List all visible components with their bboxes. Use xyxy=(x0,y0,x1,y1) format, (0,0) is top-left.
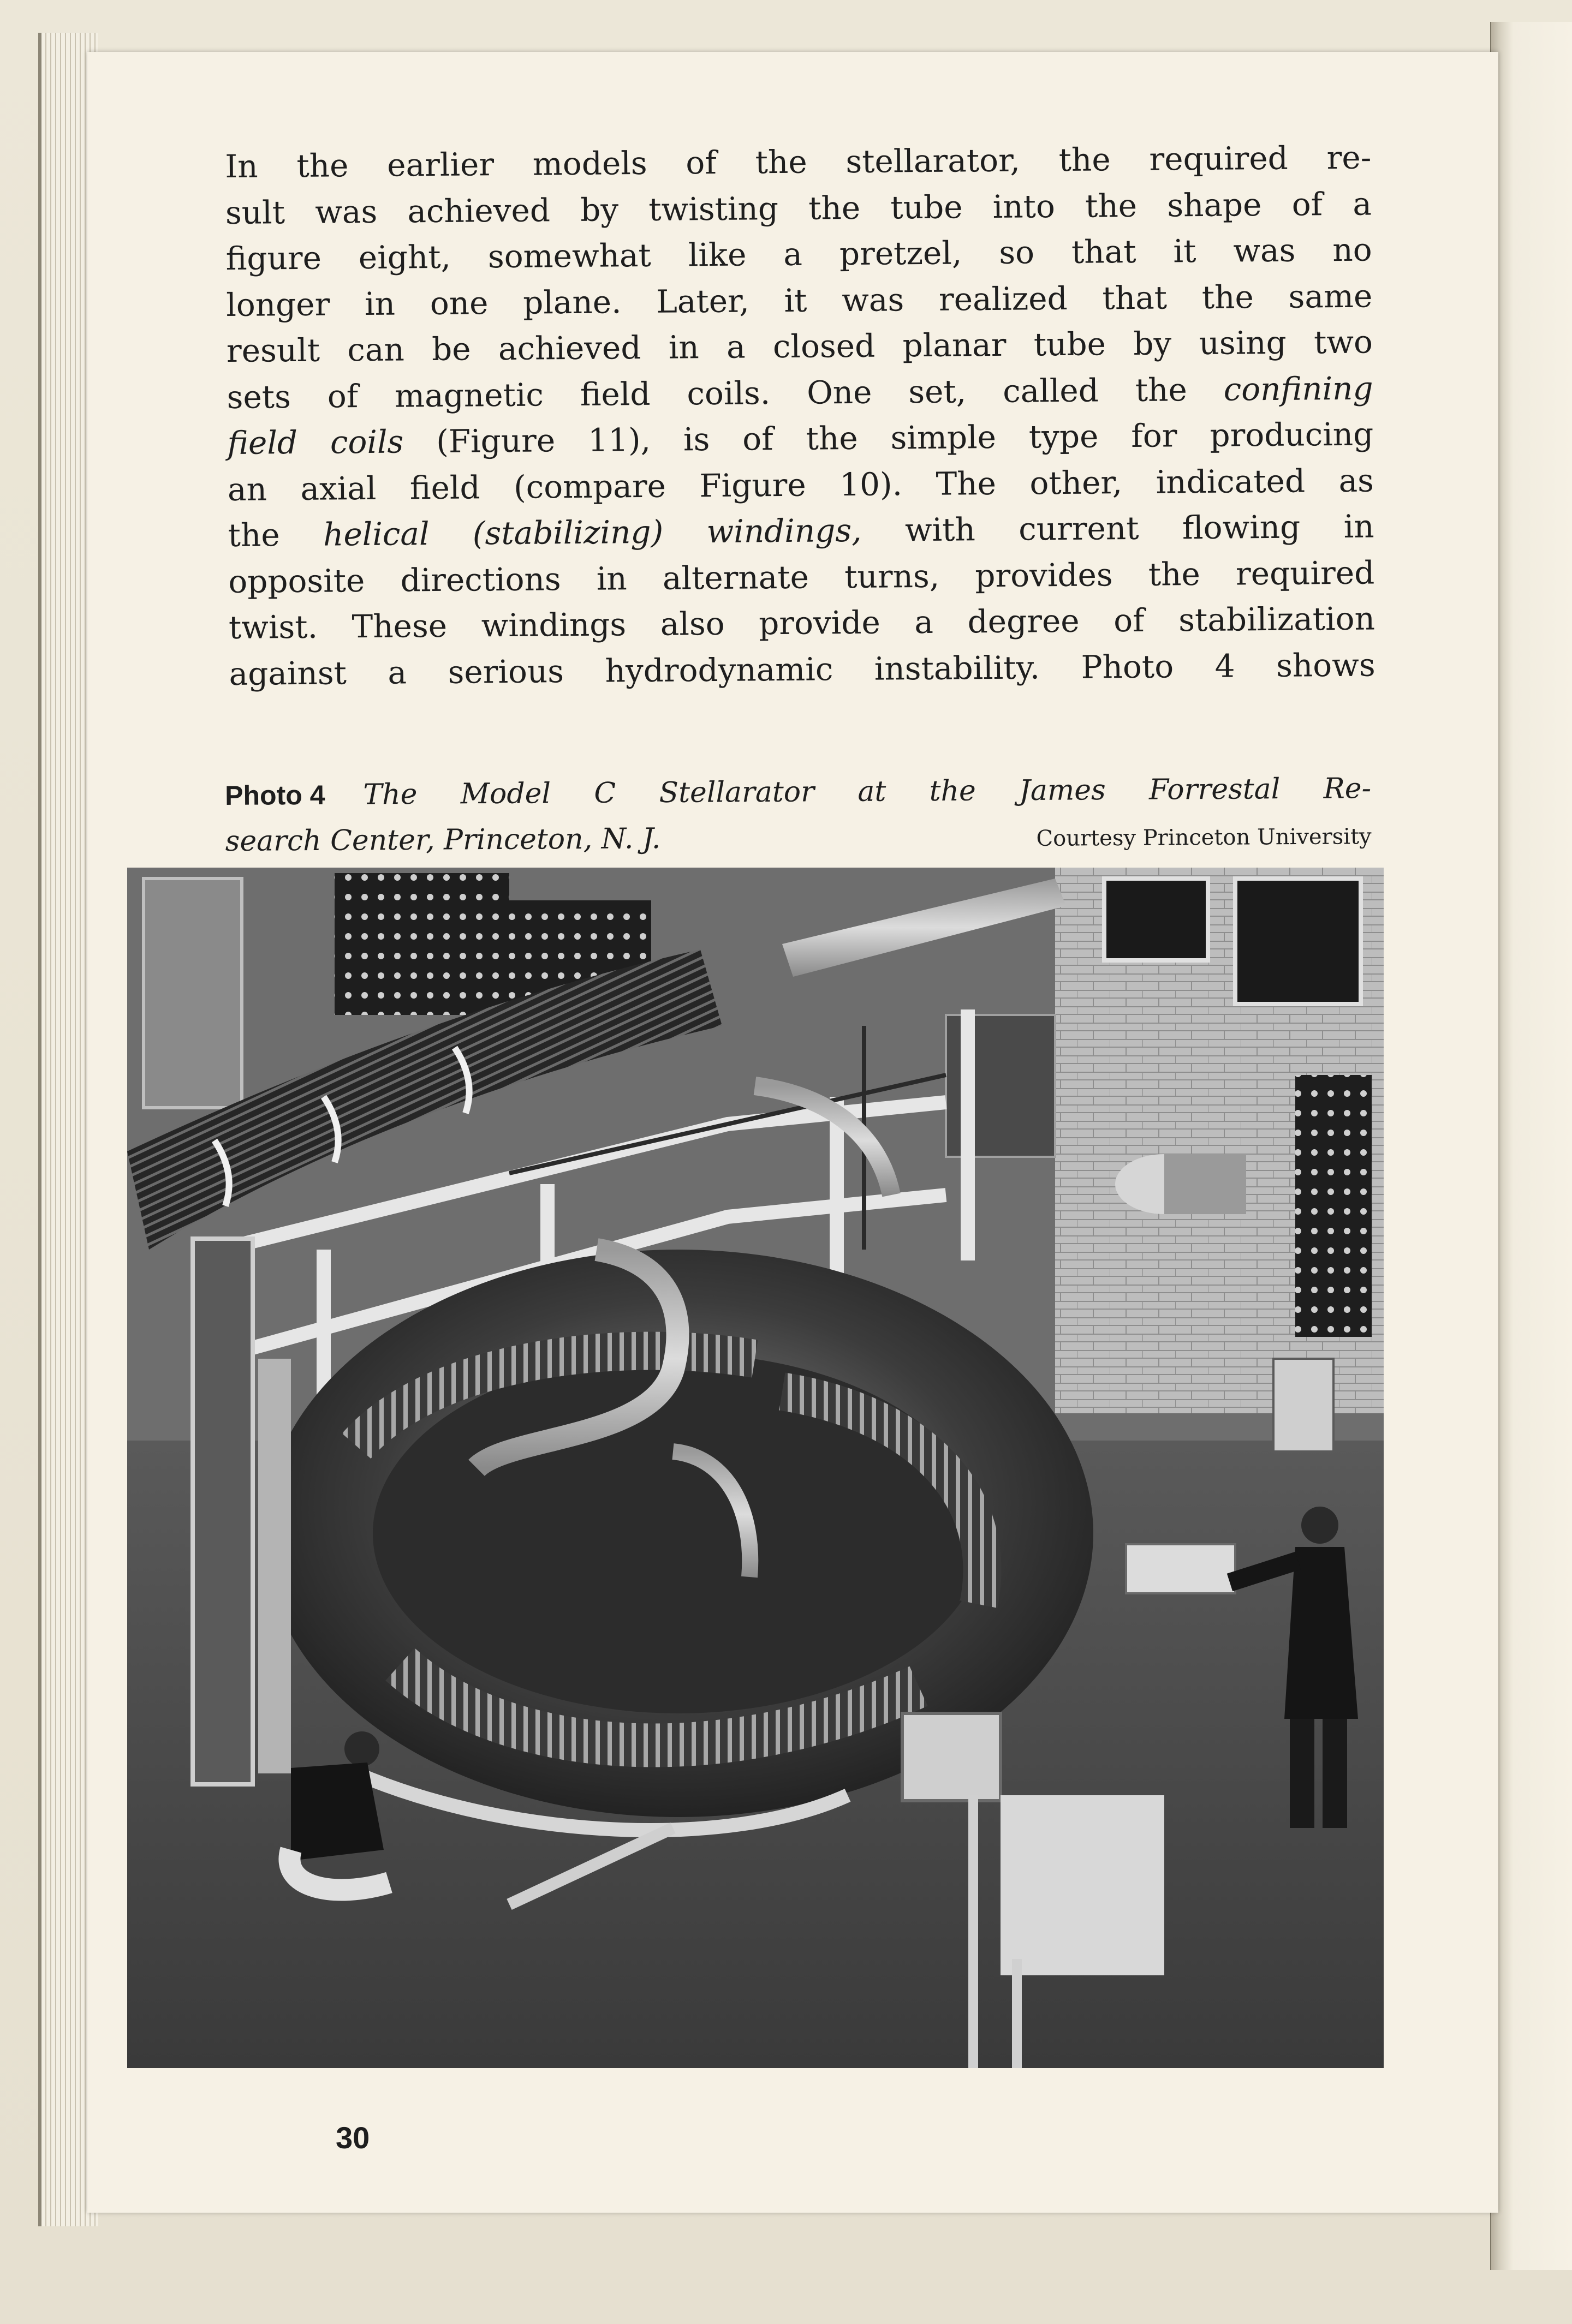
body-line: opposite directions in alternate turns, provides the required xyxy=(228,553,1375,600)
caption-label: Photo 4 xyxy=(225,779,325,811)
stellarator-photo-drawing xyxy=(127,868,1384,2068)
term-helical-windings: helical (stabilizing) windings, xyxy=(323,511,862,553)
term-confining: confining xyxy=(1223,369,1373,408)
caption-credit: Courtesy Princeton University xyxy=(1036,824,1372,851)
caption-line-2 xyxy=(225,818,1372,871)
body-text-run: with current flowing in xyxy=(861,507,1374,549)
body-paragraph xyxy=(225,135,1375,697)
body-line: against a serious hydrodynamic instability. Photo 4 shows xyxy=(229,646,1375,692)
stellarator-photo xyxy=(127,868,1384,2068)
body-text-run: sets of magnetic field coils. One set, called the xyxy=(227,371,1224,416)
body-line: longer in one plane. Later, it was realized that the same xyxy=(226,277,1373,324)
caption-title-part-1: The Model C Stellarator at the James Forrestal Re- xyxy=(363,772,1372,811)
body-text-run: (Figure 11), is of the simple type for producing xyxy=(403,415,1374,461)
body-text-run: the xyxy=(228,516,324,554)
body-line xyxy=(227,365,1373,420)
body-line xyxy=(227,411,1374,466)
body-line: result can be achieved in a closed planar tube by using two xyxy=(226,323,1373,369)
body-line xyxy=(228,503,1374,558)
body-line: sult was achieved by twisting the tube into the shape of a xyxy=(225,185,1372,231)
body-line: figure eight, somewhat like a pretzel, so that it was no xyxy=(225,231,1372,277)
caption-title-part-2: search Center, Princeton, N. J. xyxy=(225,822,661,858)
body-line: an axial field (compare Figure 10). The other, indicated as xyxy=(227,461,1374,508)
photo-caption xyxy=(225,772,1372,871)
page-number: 30 xyxy=(336,2120,370,2155)
caption-line-1 xyxy=(225,772,1371,825)
body-line: In the earlier models of the stellarator, the required re- xyxy=(225,139,1372,185)
facing-page-edge xyxy=(1490,22,1572,2270)
term-field-coils: field coils xyxy=(227,423,404,462)
body-line: twist. These windings also provide a degree of stabilization xyxy=(228,600,1375,646)
